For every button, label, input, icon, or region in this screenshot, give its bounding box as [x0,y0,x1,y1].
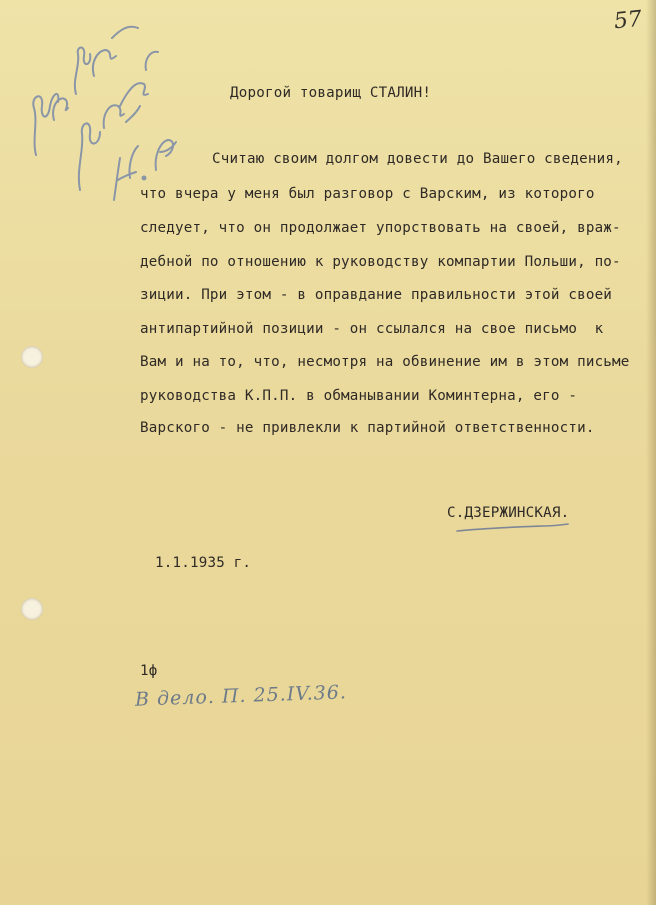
body-line-3: следует, что он продолжает упорствовать на своей, враж- [140,220,621,236]
page-number: 57 [612,6,644,35]
paper-edge-shadow [646,0,656,905]
punch-hole-upper [21,346,43,368]
body-line-2: что вчера у меня был разговор с Варским, из которого [140,186,595,202]
body-line-9: Варского - не привлекли к партийной ответственности. [140,420,595,436]
archive-note: В дело. П. 25.IV.36. [134,681,348,711]
punch-hole-lower [21,598,43,620]
body-line-4: дебной по отношению к руководству компартии Польши, по- [140,254,621,270]
body-line-5: зиции. При этом - в оправдание правильности этой своей [140,287,613,303]
salutation: Дорогой товарищ СТАЛИН! [230,85,432,101]
document-date: 1.1.1935 г. [155,555,252,571]
signature-underline [455,522,570,536]
body-line-1: Считаю своим долгом довести до Вашего сведения, [212,151,623,167]
copy-mark: 1ф [140,663,158,679]
signature: С.ДЗЕРЖИНСКАЯ. [447,505,570,521]
body-line-6: антипартийной позиции - он ссылался на свое письмо к [140,321,604,337]
body-line-8: руководства К.П.П. в обманывании Коминтерна, его - [140,388,578,404]
body-line-7: Вам и на то, что, несмотря на обвинение им в этом письме [140,354,630,370]
